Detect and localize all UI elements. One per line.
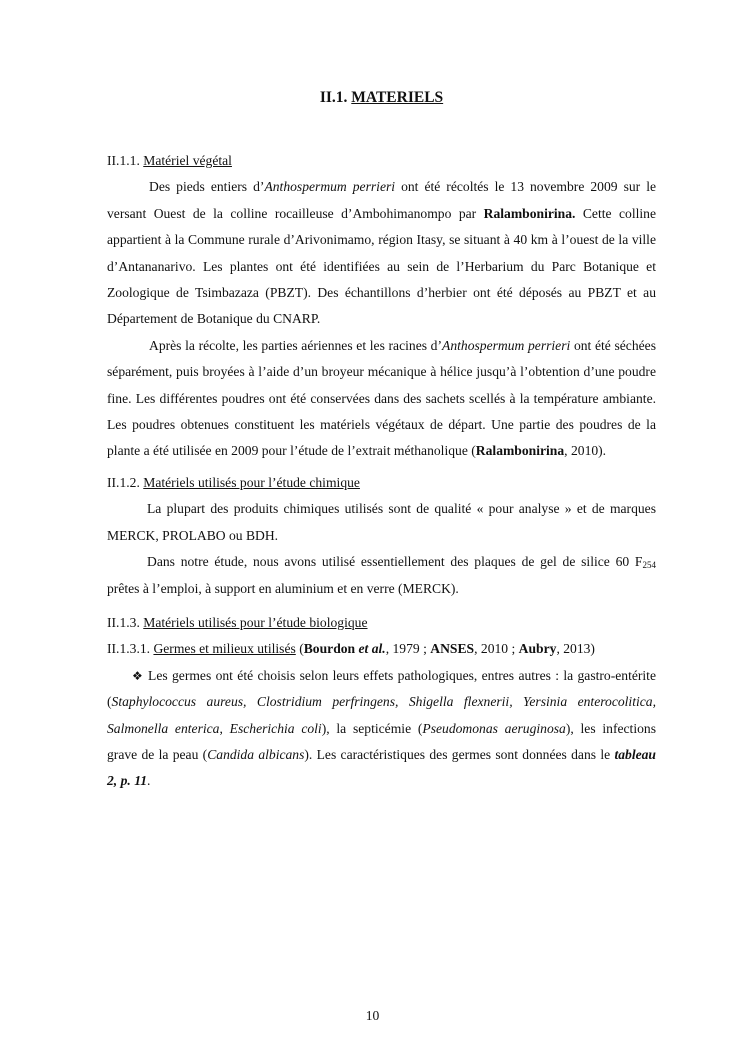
species-list: Staphylococcus aureus, Clostridium perfringens, Shigella flexnerii, Yersinia enterocolitica, Salmonella enterica <box>107 694 656 736</box>
text-run: ( <box>295 641 304 657</box>
subsection-heading-chemical <box>107 470 656 496</box>
text-run: Après la récolte, les parties aériennes et les racines d’ <box>149 337 443 353</box>
text-run: prêtes à l’emploi, à support en aluminium et en verre (MERCK). <box>107 580 459 596</box>
text-run: ). Les caractéristiques des germes sont données dans le <box>304 746 615 762</box>
section-title <box>107 89 656 107</box>
citation-author: ANSES <box>430 641 475 657</box>
paragraph-processing <box>107 333 656 465</box>
collector-name: Ralambonirina. <box>483 205 576 221</box>
page-number: 10 <box>365 1008 380 1023</box>
text-run: . <box>147 773 151 789</box>
text-run: ), la septicémie ( <box>321 720 423 736</box>
species-name: Candida albicans <box>207 746 305 762</box>
text-run: , <box>219 720 230 736</box>
paragraph-harvest <box>107 174 656 332</box>
heading-number: II.1.1. <box>107 153 140 168</box>
paragraph-chemicals: La plupart des produits chimiques utilisés sont de qualité « pour analyse » et de marques MERCK, PROLABO ou BDH. <box>107 501 656 543</box>
text-run: ), les infections grave de la peau ( <box>107 720 656 762</box>
text-run: Les germes ont été choisis selon leurs effets pathologiques, entres autres : la gastro-entérite ( <box>107 667 656 710</box>
citation-etal: et al. <box>355 641 386 657</box>
bullet-paragraph-germs <box>107 663 656 795</box>
text-run: Des pieds entiers d’ <box>149 179 265 195</box>
citation-year: , 1979 ; <box>385 641 431 657</box>
citation-author: Aubry <box>518 641 557 657</box>
heading-number: II.1.2. <box>107 474 140 490</box>
text-run: ont été récoltés le 13 novembre 2009 sur le versant Ouest de la colline rocailleuse d’Ambohimanompo par <box>107 179 657 221</box>
heading-number: II.1.3.1. <box>107 641 151 657</box>
subscript: 254 <box>642 560 656 571</box>
paragraph-plates <box>107 549 656 602</box>
citation-author: Bourdon <box>303 641 356 657</box>
citation-year: , 2010 ; <box>474 641 519 657</box>
heading-text: Germes et milieux utilisés <box>153 641 296 657</box>
text-run: , 2010). <box>564 443 607 459</box>
text-run: Cette colline appartient à la Commune rurale d’Arivonimamo, région Itasy, se situant à 40 km à l’ouest de la ville d’Antananarivo. Les plantes ont été identifiées au sein de l’Herbarium du Parc Botanique et Zoologique de Tsimbazaza (PBZT). Des échantillons d’herbier ont été déposés au PBZT et au Département de Botanique du CNARP. <box>107 205 656 327</box>
citation-author: Ralambonirina <box>475 443 565 459</box>
citation-year: , 2013) <box>556 641 595 657</box>
section-title-text: MATERIELS <box>351 89 444 106</box>
subsection-heading-plant-material <box>107 148 656 174</box>
species-name: Escherichia coli <box>229 720 322 736</box>
diamond-bullet-icon: ❖ <box>132 668 144 683</box>
species-name: Anthospermum perrieri <box>442 337 571 353</box>
text-run: ont été séchées séparément, puis broyées à l’aide d’un broyeur mécanique à hélice jusqu’à l’obtention d’une poudre fine. Les différentes poudres ont été conservées dans des sachets scellés à la température ambiante. Les poudres obtenues constituent les matériels végétaux de départ. Une partie des poudres de la plante a été utilisée en 2009 pour l’étude de l’extrait méthanolique ( <box>107 337 656 459</box>
heading-text: Matériels utilisés pour l’étude chimique <box>143 474 360 490</box>
subsubsection-heading-germs <box>107 636 656 662</box>
heading-text: Matériel végétal <box>143 153 232 168</box>
subsection-heading-biological <box>107 610 656 636</box>
section-title-number: II.1. <box>319 89 348 106</box>
heading-number: II.1.3. <box>107 614 140 630</box>
species-name: Anthospermum perrieri <box>264 179 396 195</box>
species-name: Pseudomonas aeruginosa <box>422 720 566 736</box>
text-run: Dans notre étude, nous avons utilisé essentiellement des plaques de gel de silice 60 F <box>147 554 643 570</box>
table-reference: tableau 2, p. 11 <box>107 746 656 789</box>
document-body <box>107 148 656 795</box>
heading-text: Matériels utilisés pour l’étude biologique <box>143 614 368 630</box>
